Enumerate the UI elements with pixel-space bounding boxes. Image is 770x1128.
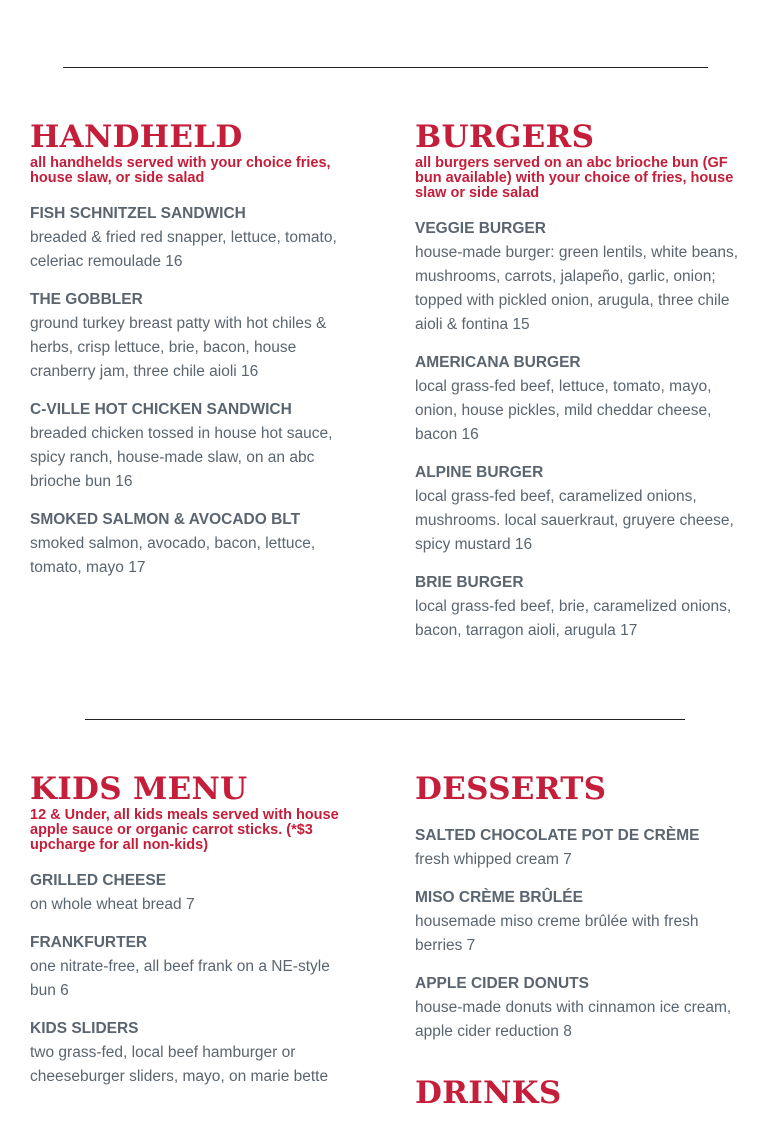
menu-item [30, 931, 345, 1003]
menu-items-list [415, 824, 750, 1044]
menu-item-name: FISH SCHNITZEL SANDWICH [30, 205, 246, 222]
menu-item [30, 869, 345, 917]
menu-item [415, 824, 750, 872]
menu-item-description: local grass-fed beef, caramelized onions, mushrooms. local sauerkraut, gruyere cheese, spicy mustard 16 [415, 488, 734, 553]
menu-item-name: MISO CRÈME BRÛLÉE [415, 889, 583, 906]
menu-item-name: APPLE CIDER DONUTS [415, 975, 589, 992]
menu-item [415, 351, 750, 447]
section-subtitle: all burgers served on an abc brioche bun (GF bun available) with your choice of fries, house slaw or side salad [415, 155, 734, 201]
divider-middle [85, 719, 685, 720]
menu-item-name: FRANKFURTER [30, 934, 148, 951]
menu-item-description: housemade miso creme brûlée with fresh berries 7 [415, 913, 699, 954]
section-burgers [415, 120, 750, 657]
menu-items-list [30, 869, 345, 1089]
section-title: BURGERS [415, 119, 595, 155]
menu-item [30, 1017, 345, 1089]
section-title: KIDS MENU [30, 771, 248, 807]
divider-top [63, 67, 708, 68]
menu-item-description: one nitrate-free, all beef frank on a NE-style bun 6 [30, 958, 330, 999]
menu-items-list [30, 202, 350, 580]
menu-item-description: local grass-fed beef, brie, caramelized onions, bacon, tarragon aioli, arugula 17 [415, 598, 732, 639]
section-title: HANDHELD [30, 119, 243, 155]
menu-item-name: BRIE BURGER [415, 574, 524, 591]
menu-item [415, 217, 750, 337]
section-subtitle: all handhelds served with your choice fries, house slaw, or side salad [30, 155, 331, 186]
menu-item [415, 972, 750, 1044]
menu-item-description: house-made burger: green lentils, white beans, mushrooms, carrots, jalapeño, garlic, onion; topped with pickled onion, arugula, three chile aioli & fontina 15 [415, 244, 739, 333]
menu-item-description: fresh whipped cream 7 [415, 851, 572, 868]
menu-item-name: VEGGIE BURGER [415, 220, 546, 237]
menu-item-description: ground turkey breast patty with hot chiles & herbs, crisp lettuce, brie, bacon, house cranberry jam, three chile aioli 16 [30, 315, 327, 380]
menu-item-name: SMOKED SALMON & AVOCADO BLT [30, 511, 301, 528]
menu-item [415, 461, 750, 557]
menu-items-list [415, 217, 750, 643]
section-title: DRINKS [415, 1075, 562, 1111]
menu-item-name: KIDS SLIDERS [30, 1020, 139, 1037]
section-subtitle: 12 & Under, all kids meals served with house apple sauce or organic carrot sticks. (*$3 upcharge for all non-kids) [30, 807, 339, 853]
menu-item-description: breaded & fried red snapper, lettuce, tomato, celeriac remoulade 16 [30, 229, 337, 270]
menu-item-description: breaded chicken tossed in house hot sauce, spicy ranch, house-made slaw, on an abc brioche bun 16 [30, 425, 333, 490]
menu-item-description: two grass-fed, local beef hamburger or cheeseburger sliders, mayo, on marie bette [30, 1044, 329, 1085]
menu-item-name: AMERICANA BURGER [415, 354, 581, 371]
menu-item-name: THE GOBBLER [30, 291, 143, 308]
menu-item [30, 202, 350, 274]
menu-item [30, 398, 350, 494]
menu-item [415, 886, 750, 958]
menu-item-description: on whole wheat bread 7 [30, 896, 195, 913]
section-kids-menu [30, 772, 345, 1103]
menu-item-name: ALPINE BURGER [415, 464, 544, 481]
menu-item-description: smoked salmon, avocado, bacon, lettuce, tomato, mayo 17 [30, 535, 316, 576]
section-desserts [415, 772, 750, 1058]
menu-item-description: house-made donuts with cinnamon ice cream, apple cider reduction 8 [415, 999, 732, 1040]
section-handheld [30, 120, 350, 594]
menu-item [30, 508, 350, 580]
menu-item [30, 288, 350, 384]
section-title: DESSERTS [415, 771, 607, 807]
section-drinks [415, 1076, 750, 1128]
menu-item-description: local grass-fed beef, lettuce, tomato, mayo, onion, house pickles, mild cheddar cheese, bacon 16 [415, 378, 712, 443]
menu-item [415, 571, 750, 643]
menu-item-name: SALTED CHOCOLATE POT DE CRÈME [415, 827, 700, 844]
menu-item-name: C-VILLE HOT CHICKEN SANDWICH [30, 401, 292, 418]
menu-item-name: GRILLED CHEESE [30, 872, 167, 889]
